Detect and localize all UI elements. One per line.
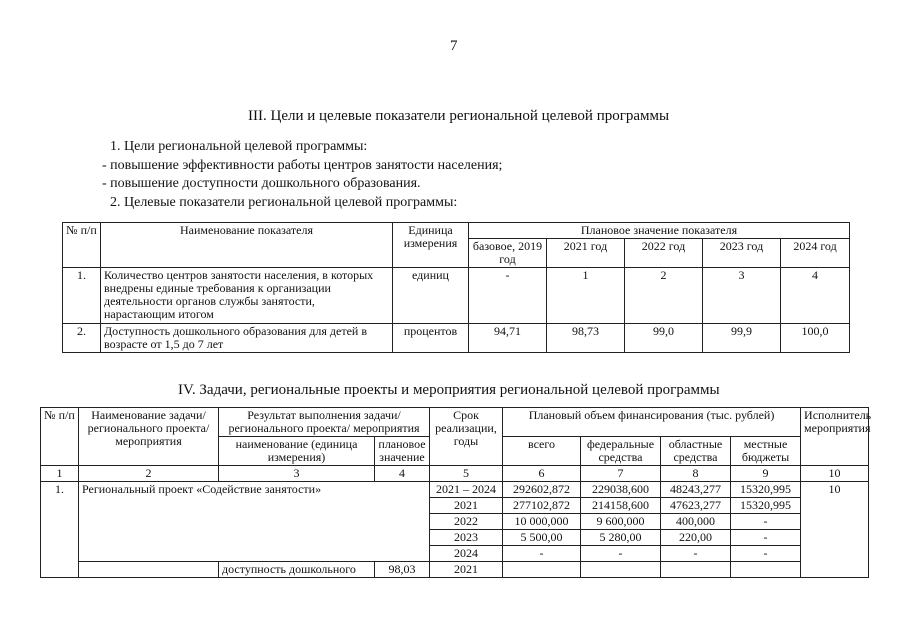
- col-number: 7: [581, 466, 661, 482]
- goal-item: - повышение доступности дошкольного образования.: [102, 176, 421, 191]
- local-cell: -: [731, 546, 801, 562]
- goals-block: [102, 138, 502, 212]
- row-base: 94,71: [469, 324, 547, 353]
- header-2024: 2024 год: [781, 239, 850, 268]
- table-row: [41, 562, 869, 578]
- row-2022: 99,0: [625, 324, 703, 353]
- result-name-cell: доступность дошкольного: [219, 562, 375, 578]
- row-2023: 99,9: [703, 324, 781, 353]
- header-unit: Единица измерения: [393, 223, 469, 268]
- indicators-heading: 2. Целевые показатели региональной целевой программы:: [110, 194, 458, 210]
- header-period: Срок реализации, годы: [430, 408, 503, 466]
- section-4-title: IV. Задачи, региональные проекты и мероприятия региональной целевой программы: [178, 382, 720, 398]
- period-cell: 2023: [430, 530, 503, 546]
- period-cell: 2021: [430, 562, 503, 578]
- header-num: № п/п: [63, 223, 101, 268]
- project-num: 1.: [41, 482, 79, 578]
- indicators-table: [62, 222, 850, 353]
- row-indicator-name: Доступность дошкольного образования для детей в возрасте от 1,5 до 7 лет: [101, 324, 393, 353]
- row-2023: 3: [703, 268, 781, 324]
- empty-cell: [581, 562, 661, 578]
- table-row: [41, 482, 869, 498]
- row-base: -: [469, 268, 547, 324]
- empty-cell: [661, 562, 731, 578]
- header-result-name: наименование (единица измерения): [219, 437, 375, 466]
- header-executor: Исполнитель мероприятия: [801, 408, 869, 466]
- regional-cell: 48243,277: [661, 482, 731, 498]
- header-2023: 2023 год: [703, 239, 781, 268]
- row-num: 1.: [63, 268, 101, 324]
- col-number: 6: [503, 466, 581, 482]
- local-cell: 15320,995: [731, 498, 801, 514]
- planned-value-cell: 98,03: [375, 562, 430, 578]
- col-number: 8: [661, 466, 731, 482]
- federal-cell: -: [581, 546, 661, 562]
- col-number: 2: [79, 466, 219, 482]
- row-unit: единиц: [393, 268, 469, 324]
- local-cell: -: [731, 530, 801, 546]
- header-planned-value: плановое значение: [375, 437, 430, 466]
- row-2021: 1: [547, 268, 625, 324]
- period-cell: 2024: [430, 546, 503, 562]
- local-cell: -: [731, 514, 801, 530]
- header-base: базовое, 2019 год: [469, 239, 547, 268]
- total-cell: 277102,872: [503, 498, 581, 514]
- period-cell: 2021: [430, 498, 503, 514]
- col-number: 3: [219, 466, 375, 482]
- header-indicator-name: Наименование показателя: [101, 223, 393, 268]
- total-cell: -: [503, 546, 581, 562]
- empty-cell: [731, 562, 801, 578]
- period-cell: 2022: [430, 514, 503, 530]
- col-number: 4: [375, 466, 430, 482]
- col-number: 1: [41, 466, 79, 482]
- table-row: [63, 324, 850, 353]
- empty-cell: [79, 562, 219, 578]
- federal-cell: 214158,600: [581, 498, 661, 514]
- header-local: местные бюджеты: [731, 437, 801, 466]
- row-2024: 100,0: [781, 324, 850, 353]
- col-number: 5: [430, 466, 503, 482]
- header-num: № п/п: [41, 408, 79, 466]
- header-planned: Плановое значение показателя: [469, 223, 850, 239]
- header-2022: 2022 год: [625, 239, 703, 268]
- federal-cell: 5 280,00: [581, 530, 661, 546]
- row-indicator-name: Количество центров занятости населения, в которых внедрены единые требования к организации деятельности органов службы занятости, нарастающим итогом: [101, 268, 393, 324]
- row-2022: 2: [625, 268, 703, 324]
- federal-cell: 9 600,000: [581, 514, 661, 530]
- total-cell: 10 000,000: [503, 514, 581, 530]
- table-row: [63, 268, 850, 324]
- header-2021: 2021 год: [547, 239, 625, 268]
- header-federal: федеральные средства: [581, 437, 661, 466]
- row-2024: 4: [781, 268, 850, 324]
- total-cell: 5 500,00: [503, 530, 581, 546]
- period-cell: 2021 – 2024: [430, 482, 503, 498]
- col-number: 10: [801, 466, 869, 482]
- regional-cell: 220,00: [661, 530, 731, 546]
- header-financing: Плановый объем финансирования (тыс. рублей): [503, 408, 801, 437]
- header-result: Результат выполнения задачи/ регионального проекта/ мероприятия: [219, 408, 430, 437]
- federal-cell: 229038,600: [581, 482, 661, 498]
- section-3-title: III. Цели и целевые показатели региональной целевой программы: [248, 108, 670, 124]
- header-total: всего: [503, 437, 581, 466]
- regional-cell: -: [661, 546, 731, 562]
- row-num: 2.: [63, 324, 101, 353]
- total-cell: 292602,872: [503, 482, 581, 498]
- project-name: Региональный проект «Содействие занятости»: [79, 482, 430, 562]
- goals-heading: 1. Цели региональной целевой программы:: [110, 139, 368, 154]
- tasks-table: [40, 407, 872, 578]
- row-unit: процентов: [393, 324, 469, 353]
- empty-cell: [503, 562, 581, 578]
- header-task-name: Наименование задачи/ регионального проекта/ мероприятия: [79, 408, 219, 466]
- regional-cell: 400,000: [661, 514, 731, 530]
- goal-item: - повышение эффективности работы центров занятости населения;: [102, 157, 503, 173]
- local-cell: 15320,995: [731, 482, 801, 498]
- regional-cell: 47623,277: [661, 498, 731, 514]
- header-regional: областные средства: [661, 437, 731, 466]
- row-2021: 98,73: [547, 324, 625, 353]
- executor-cell: 10: [801, 482, 869, 578]
- column-numbers-row: [41, 466, 869, 482]
- page-number: 7: [450, 38, 458, 54]
- col-number: 9: [731, 466, 801, 482]
